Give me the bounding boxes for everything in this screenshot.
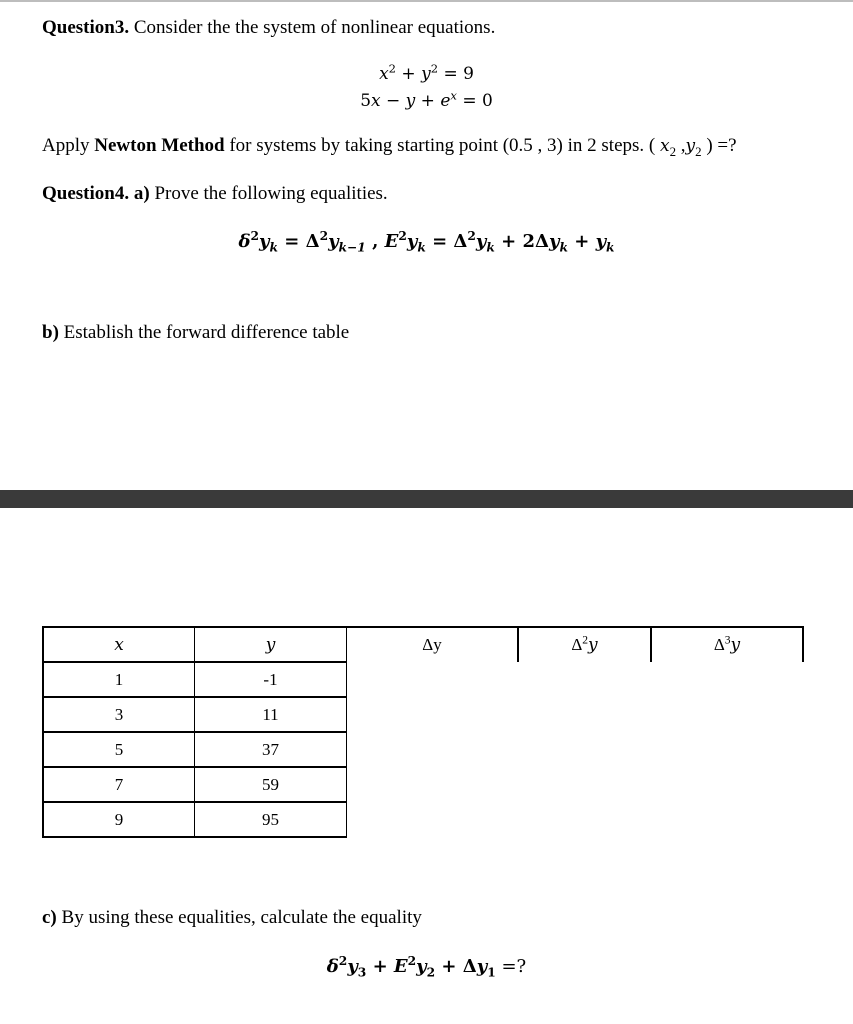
question3-intro: Consider the the system of nonlinear equations. — [129, 17, 496, 38]
identity-equation: $\delta^2y_k = \Delta^2y_{k-1}$ , $E^2y_k = \Delta^2y_k + 2\Delta y_k + y_k$ — [238, 229, 615, 255]
equation-1: $x^2 + y^2 = 9$ — [379, 61, 474, 84]
cell-x: 1 — [43, 662, 195, 697]
equation-2: $5x - y + e^x = 0$ — [360, 88, 493, 111]
question4-line: Question4. a) Prove the following equalities. — [42, 183, 388, 204]
header-delta2-y: $\Delta^2y$ — [518, 627, 651, 662]
table-row — [43, 767, 803, 802]
question3-line — [42, 17, 495, 39]
table-header-row — [43, 627, 803, 662]
part-b-line: b) Establish the forward difference table — [42, 322, 350, 343]
forward-difference-table — [42, 626, 804, 838]
newton-method-instruction: Apply Newton Method for systems by taking starting point (0.5 , 3) in 2 steps. ( $x_2$ $,y_2$ ) =? — [42, 135, 737, 159]
cell-x: 9 — [43, 802, 195, 837]
cell-x: 3 — [43, 697, 195, 732]
cell-y: 95 — [195, 802, 347, 837]
cell-x: 5 — [43, 732, 195, 767]
final-expression: $\delta^2y_3 + E^2y_2 + \Delta y_1$ =? — [326, 954, 527, 980]
cell-y: -1 — [195, 662, 347, 697]
table-row — [43, 802, 803, 837]
part-c-line: c) By using these equalities, calculate the equality — [42, 907, 422, 928]
table-row — [43, 732, 803, 767]
cell-y: 59 — [195, 767, 347, 802]
table-row — [43, 662, 803, 697]
top-border — [0, 0, 853, 2]
question4-heading: Question4. — [42, 183, 130, 204]
header-delta3-y: $\Delta^3y$ — [651, 627, 803, 662]
header-x: x — [43, 627, 195, 662]
header-delta-y: Δy — [347, 627, 519, 662]
cell-y: 37 — [195, 732, 347, 767]
cell-x: 7 — [43, 767, 195, 802]
table-row — [43, 697, 803, 732]
page-separator-band — [0, 490, 853, 508]
header-y: y — [195, 627, 347, 662]
question3-heading: Question3. — [42, 17, 130, 38]
cell-y: 11 — [195, 697, 347, 732]
